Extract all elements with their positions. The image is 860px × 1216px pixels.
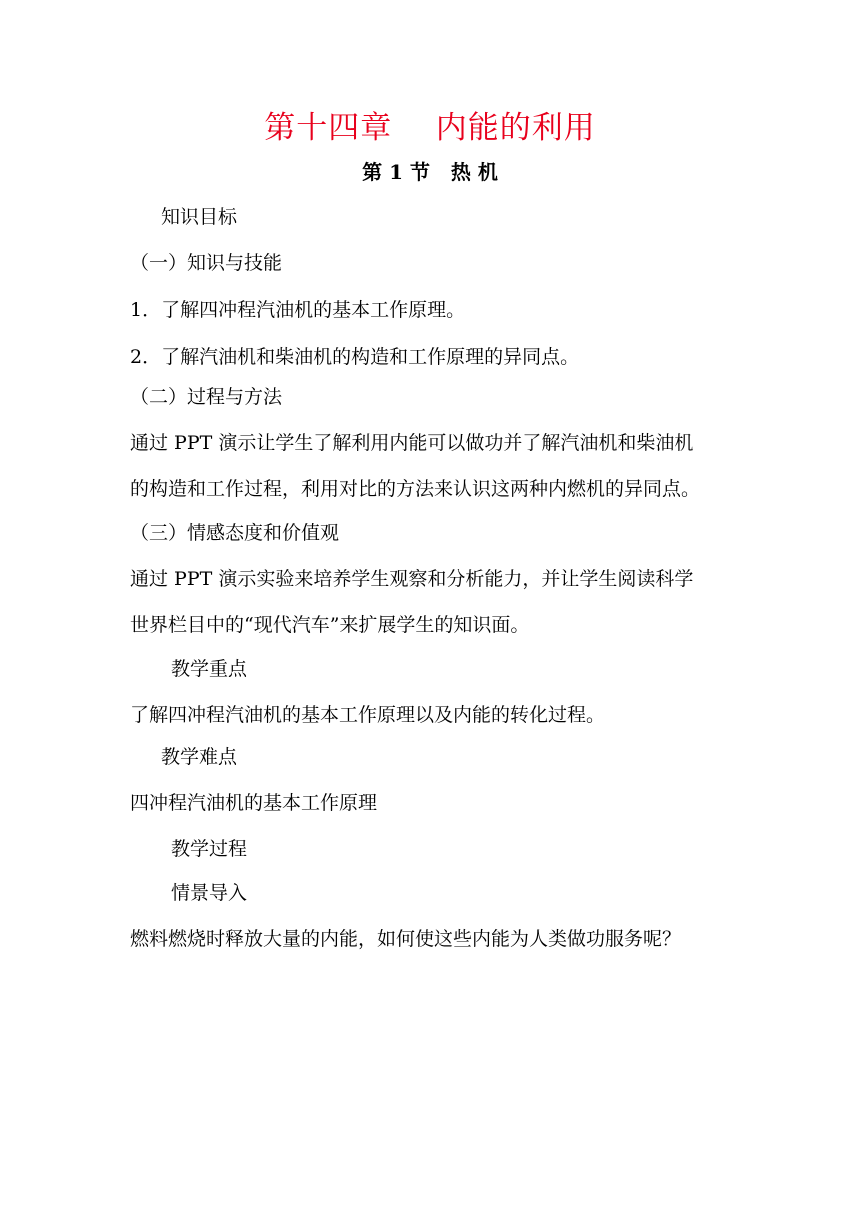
heading-knowledge-goals: 知识目标 [161,206,238,228]
paragraph-attitude-line-2: 世界栏目中的“现代汽车”来扩展学生的知识面。 [130,614,530,636]
paragraph-attitude-line-1: 通过 PPT 演示实验来培养学生观察和分析能力，并让学生阅读科学 [130,568,694,590]
paragraph-process-line-2: 的构造和工作过程，利用对比的方法来认识这两种内燃机的异同点。 [130,478,701,500]
paragraph-teaching-focus: 了解四冲程汽油机的基本工作原理以及内能的转化过程。 [130,704,606,726]
chapter-title: 第十四章 内能的利用 [264,110,596,146]
goal-item-2: 2．了解汽油机和柴油机的构造和工作原理的异同点。 [130,346,580,368]
heading-knowledge-skills: （一）知识与技能 [130,252,283,274]
paragraph-teaching-difficulty: 四冲程汽油机的基本工作原理 [130,792,378,814]
heading-attitude-values: （三）情感态度和价值观 [130,522,340,544]
goal-item-1: 1．了解四冲程汽油机的基本工作原理。 [130,299,466,321]
heading-teaching-focus: 教学重点 [171,658,248,680]
heading-scene-intro: 情景导入 [171,882,248,904]
heading-process-methods: （二）过程与方法 [130,386,283,408]
section-title: 第 1 节 热 机 [362,160,498,184]
heading-teaching-difficulty: 教学难点 [161,746,238,768]
paragraph-process-line-1: 通过 PPT 演示让学生了解利用内能可以做功并了解汽油机和柴油机 [130,432,694,454]
paragraph-scene-intro: 燃料燃烧时释放大量的内能，如何使这些内能为人类做功服务呢？ [130,928,682,950]
heading-teaching-process: 教学过程 [171,838,248,860]
